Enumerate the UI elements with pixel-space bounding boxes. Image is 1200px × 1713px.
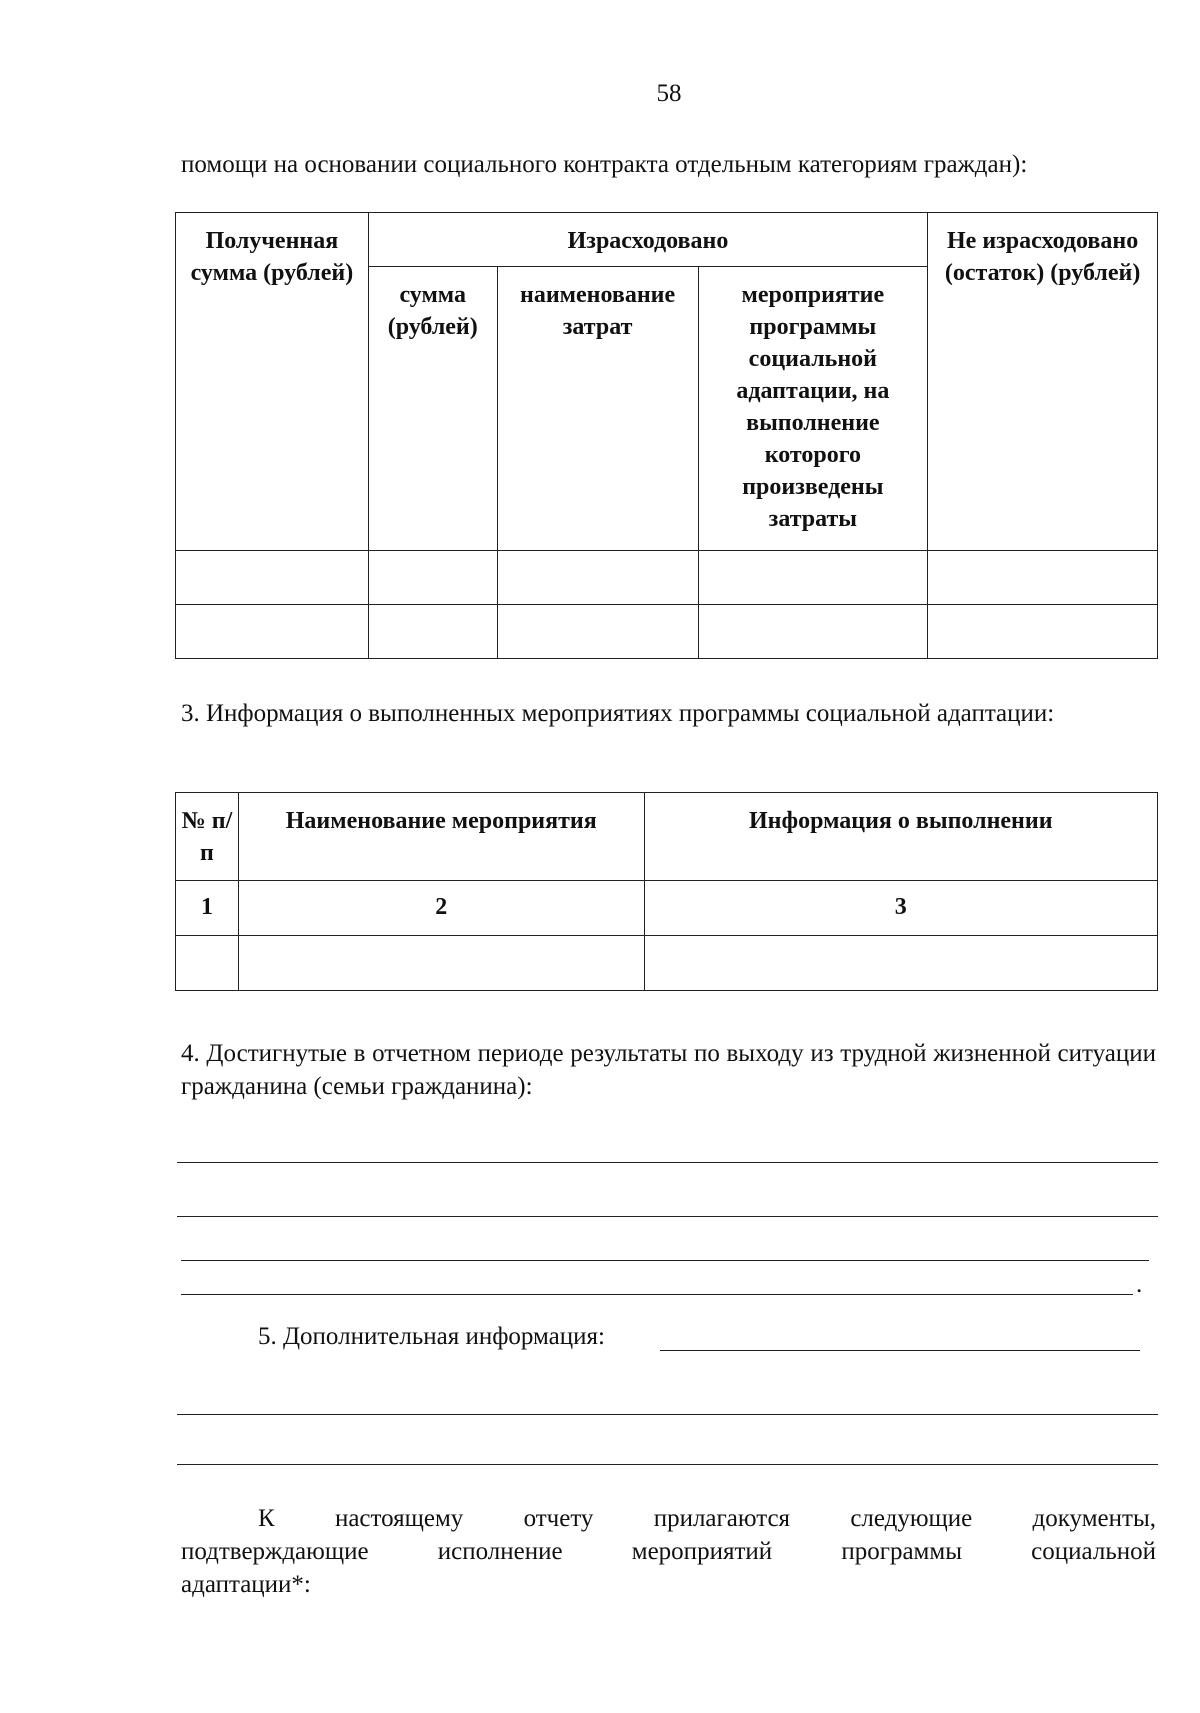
- period-mark: .: [1136, 1271, 1143, 1298]
- empty-cell: [698, 551, 928, 605]
- header-not-spent: Не израсходовано (остаток) (рублей): [928, 213, 1158, 551]
- fill-in-line: [181, 1260, 1149, 1261]
- column-number-1: 1: [176, 881, 239, 936]
- empty-cell: [368, 551, 497, 605]
- header-activity-info: Информация о выполнении: [644, 793, 1157, 881]
- fill-in-line: [177, 1162, 1158, 1163]
- empty-cell: [698, 605, 928, 659]
- fill-in-line: [177, 1464, 1158, 1465]
- empty-cell: [644, 936, 1157, 991]
- attachments-line-2: подтверждающие исполнение мероприятий программы социальной: [181, 1538, 1156, 1565]
- empty-cell: [928, 605, 1158, 659]
- section-5-heading: 5. Дополнительная информация:: [258, 1323, 605, 1350]
- header-spent: Израсходовано: [368, 213, 927, 267]
- fill-in-line: [181, 1294, 1133, 1295]
- table-row: [176, 936, 1158, 991]
- empty-cell: [368, 605, 497, 659]
- empty-cell: [176, 936, 239, 991]
- header-number: № п/п: [176, 793, 239, 881]
- table-row: [176, 605, 1158, 659]
- section-3-heading: 3. Информация о выполненных мероприятиях программы социальной адаптации:: [181, 700, 1055, 727]
- attachments-line-3: адаптации*:: [181, 1571, 311, 1598]
- table-row: [176, 551, 1158, 605]
- header-activity-name: Наименование мероприятия: [238, 793, 644, 881]
- intro-text: помощи на основании социального контракта отдельным категориям граждан):: [181, 151, 1028, 178]
- table-row: [176, 881, 1158, 936]
- column-number-3: 3: [644, 881, 1157, 936]
- empty-cell: [238, 936, 644, 991]
- empty-cell: [497, 551, 698, 605]
- header-spent-sum: сумма (рублей): [368, 267, 497, 551]
- empty-cell: [497, 605, 698, 659]
- header-spent-name: наименование затрат: [497, 267, 698, 551]
- attachments-line-1: К настоящему отчету прилагаются следующие документы,: [258, 1505, 1156, 1532]
- section-4-heading: 4. Достигнутые в отчетном периоде результаты по выходу из трудной жизненной ситуации гражданина (семьи гражданина):: [181, 1040, 1156, 1100]
- empty-cell: [176, 551, 369, 605]
- header-spent-event: мероприятие программы социальной адаптации, на выполнение которого произведены затраты: [698, 267, 928, 551]
- expenses-table: [175, 212, 1158, 659]
- fill-in-line: [660, 1350, 1140, 1351]
- page-number: 58: [656, 80, 682, 107]
- activities-table: [175, 792, 1158, 991]
- fill-in-line: [177, 1414, 1158, 1415]
- fill-in-line: [177, 1216, 1158, 1217]
- column-number-2: 2: [238, 881, 644, 936]
- header-received-sum: Полученная сумма (рублей): [176, 213, 369, 551]
- empty-cell: [176, 605, 369, 659]
- empty-cell: [928, 551, 1158, 605]
